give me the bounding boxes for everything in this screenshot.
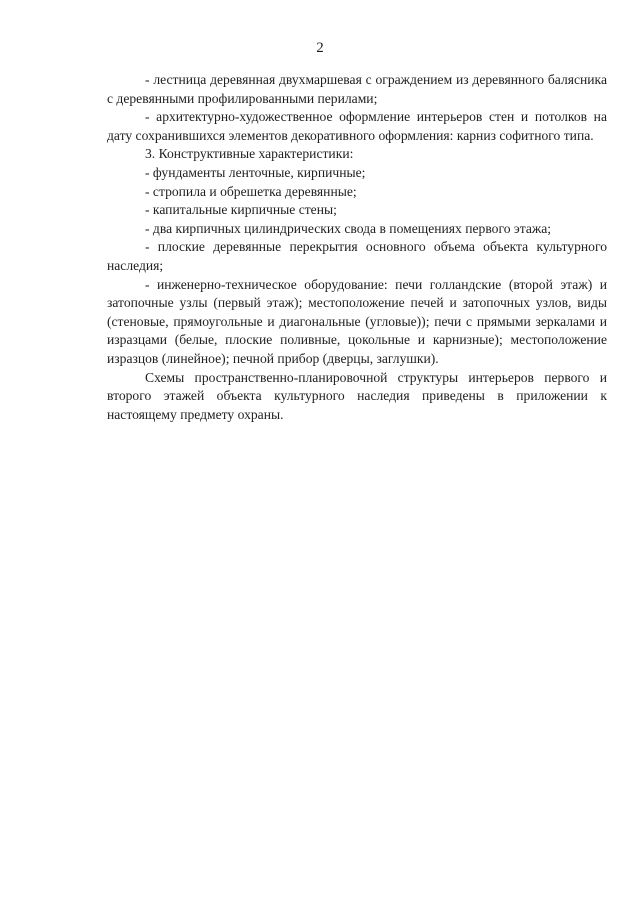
paragraph-vaults: - два кирпичных цилиндрических свода в помещениях первого этажа;: [145, 220, 552, 236]
paragraph-structural-heading: 3. Конструктивные характеристики:: [145, 146, 354, 162]
paragraph-floors: - плоские деревянные перекрытия основного объема объекта культурного наследия;: [107, 239, 607, 273]
paragraph-interior-decoration: - архитектурно-художественное оформление интерьеров стен и потолков на дату сохранившихся элементов декоративного оформления: карниз софитного типа.: [107, 109, 607, 143]
document-body: [107, 71, 607, 424]
paragraph-foundations: - фундаменты ленточные, кирпичные;: [145, 164, 366, 180]
page-number: 2: [316, 40, 324, 56]
paragraph-staircase: - лестница деревянная двухмаршевая с ограждением из деревянного балясника с деревянными профилированными перилами;: [107, 72, 607, 106]
paragraph-schemes: Схемы пространственно-планировочной структуры интерьеров первого и второго этажей объекта культурного наследия приведены в приложении к настоящему предмету охраны.: [107, 369, 607, 422]
paragraph-walls: - капитальные кирпичные стены;: [145, 202, 337, 218]
paragraph-engineering: - инженерно-техническое оборудование: печи голландские (второй этаж) и затопочные узлы (первый этаж); местоположение печей и затопочных узлов, виды (стеновые, прямоугольные и диагональные (угловые)); печи с прямыми зеркалами и изразцами (белые, плоские поливные, цокольные и карнизные); местоположение изразцов (линейное); печной прибор (дверцы, заглушки).: [107, 276, 607, 366]
paragraph-rafters: - стропила и обрешетка деревянные;: [145, 183, 357, 199]
